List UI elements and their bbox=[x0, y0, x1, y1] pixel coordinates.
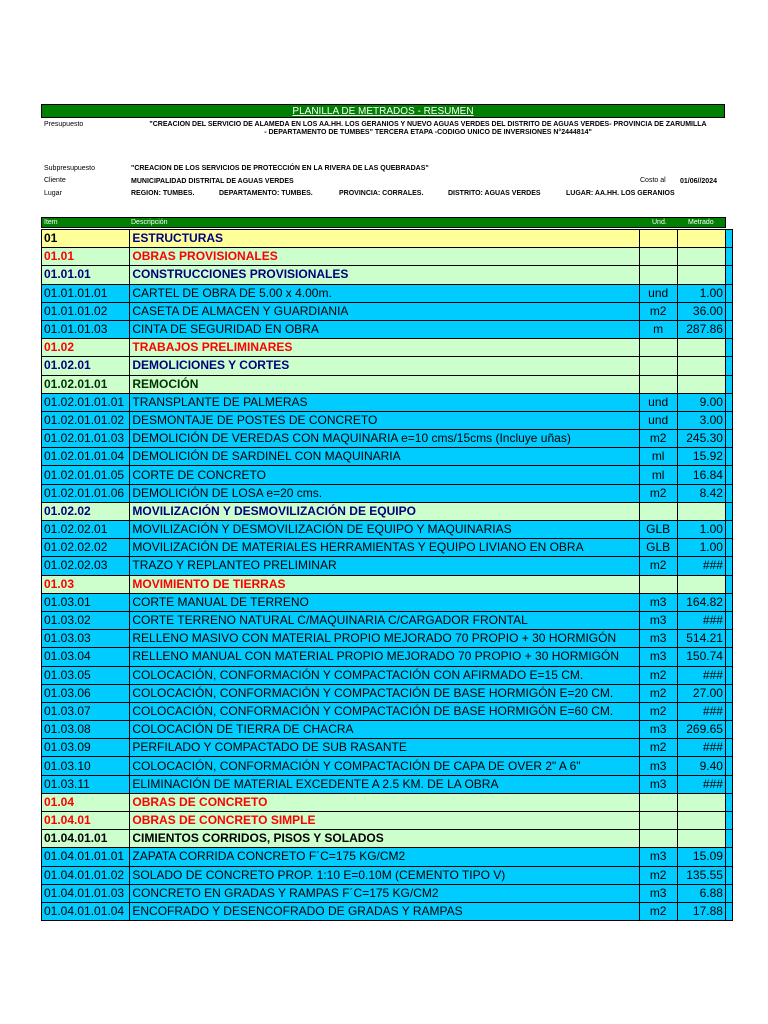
table-row bbox=[42, 375, 733, 393]
overflow-cell bbox=[725, 302, 732, 320]
item-code-cell: 01.04.01.01.03 bbox=[42, 884, 130, 902]
metrado-cell: 150.74 bbox=[677, 648, 725, 666]
presupuesto-line-1: "CREACION DEL SERVICIO DE ALAMEDA EN LOS AA.HH. LOS GERANIOS Y NUEVO AGUAS VERDES DEL DISTRITO DE AGUAS VERDES- PROVINCIA DE ZARUMILLA bbox=[149, 121, 707, 128]
overflow-cell bbox=[725, 575, 732, 593]
item-code-cell: 01.04.01.01.02 bbox=[42, 866, 130, 884]
item-code-cell: 01.03.01 bbox=[42, 593, 130, 611]
table-row bbox=[42, 448, 733, 466]
item-code-cell: 01.03.07 bbox=[42, 702, 130, 720]
table-row bbox=[42, 630, 733, 648]
metrado-cell: ### bbox=[677, 666, 725, 684]
unit-cell: m3 bbox=[639, 630, 677, 648]
table-row bbox=[42, 866, 733, 884]
table-row bbox=[42, 812, 733, 830]
table-row bbox=[42, 739, 733, 757]
unit-cell: GLB bbox=[639, 521, 677, 539]
metrado-cell: 6.88 bbox=[677, 884, 725, 902]
overflow-cell bbox=[725, 812, 732, 830]
item-code-cell: 01.02.02.03 bbox=[42, 557, 130, 575]
unit-cell bbox=[639, 793, 677, 811]
unit-cell: m3 bbox=[639, 611, 677, 629]
unit-cell: und bbox=[639, 284, 677, 302]
overflow-cell bbox=[725, 684, 732, 702]
metrado-cell: ### bbox=[677, 702, 725, 720]
table-row bbox=[42, 721, 733, 739]
description-cell: CORTE MANUAL DE TERRENO bbox=[130, 593, 639, 611]
item-code-cell: 01.02.01.01.04 bbox=[42, 448, 130, 466]
overflow-cell bbox=[725, 484, 732, 502]
description-cell: MOVILIZACIÓN Y DESMOVILIZACIÓN DE EQUIPO bbox=[130, 502, 639, 520]
item-code-cell: 01.02.02 bbox=[42, 502, 130, 520]
description-cell: OBRAS DE CONCRETO SIMPLE bbox=[130, 812, 639, 830]
metrado-cell bbox=[677, 230, 725, 248]
unit-cell: GLB bbox=[639, 539, 677, 557]
metrado-cell: 287.86 bbox=[677, 320, 725, 338]
unit-cell bbox=[639, 575, 677, 593]
metrado-cell: ### bbox=[677, 739, 725, 757]
item-code-cell: 01 bbox=[42, 230, 130, 248]
metrado-cell: 9.00 bbox=[677, 393, 725, 411]
description-cell: MOVILIZACIÓN DE MATERIALES HERRAMIENTAS Y EQUIPO LIVIANO EN OBRA bbox=[130, 539, 639, 557]
overflow-cell bbox=[725, 339, 732, 357]
metrado-cell: 36.00 bbox=[677, 302, 725, 320]
overflow-cell bbox=[725, 721, 732, 739]
unit-cell: m2 bbox=[639, 866, 677, 884]
metrado-cell bbox=[677, 248, 725, 266]
description-cell: REMOCIÓN bbox=[130, 375, 639, 393]
subpresupuesto-value: "CREACION DE LOS SERVICIOS DE PROTECCIÓN EN LA RIVERA DE LAS QUEBRADAS" bbox=[131, 165, 429, 172]
overflow-cell bbox=[725, 866, 732, 884]
overflow-cell bbox=[725, 757, 732, 775]
metrado-cell: 135.55 bbox=[677, 866, 725, 884]
unit-cell bbox=[639, 230, 677, 248]
description-cell: DESMONTAJE DE POSTES DE CONCRETO bbox=[130, 411, 639, 429]
metrado-cell bbox=[677, 375, 725, 393]
overflow-cell bbox=[725, 702, 732, 720]
table-row bbox=[42, 411, 733, 429]
overflow-cell bbox=[725, 775, 732, 793]
overflow-cell bbox=[725, 411, 732, 429]
item-code-cell: 01.02.01.01.01 bbox=[42, 393, 130, 411]
unit-cell bbox=[639, 248, 677, 266]
item-code-cell: 01.03.06 bbox=[42, 684, 130, 702]
unit-cell: m3 bbox=[639, 757, 677, 775]
description-cell: MOVIMIENTO DE TIERRAS bbox=[130, 575, 639, 593]
metrado-cell: ### bbox=[677, 557, 725, 575]
metrado-cell: 15.09 bbox=[677, 848, 725, 866]
description-cell: CASETA DE ALMACEN Y GUARDIANIA bbox=[130, 302, 639, 320]
item-code-cell: 01.02.01.01 bbox=[42, 375, 130, 393]
description-cell: COLOCACIÓN DE TIERRA DE CHACRA bbox=[130, 721, 639, 739]
metrado-cell: 269.65 bbox=[677, 721, 725, 739]
item-code-cell: 01.03.11 bbox=[42, 775, 130, 793]
cliente-value: MUNICIPALIDAD DISTRITAL DE AGUAS VERDES bbox=[131, 178, 294, 185]
unit-cell: und bbox=[639, 393, 677, 411]
overflow-cell bbox=[725, 648, 732, 666]
overflow-cell bbox=[725, 357, 732, 375]
description-cell: DEMOLICIÓN DE LOSA e=20 cms. bbox=[130, 484, 639, 502]
item-code-cell: 01.01.01.01 bbox=[42, 284, 130, 302]
presupuesto-line-2: - DEPARTAMENTO DE TUMBES" TERCERA ETAPA -CODIGO UNICO DE INVERSIONES N°2444814" bbox=[264, 129, 592, 136]
description-cell: TRAZO Y REPLANTEO PRELIMINAR bbox=[130, 557, 639, 575]
description-cell: OBRAS PROVISIONALES bbox=[130, 248, 639, 266]
table-row bbox=[42, 266, 733, 284]
unit-cell: m2 bbox=[639, 666, 677, 684]
table-row bbox=[42, 684, 733, 702]
unit-cell: m2 bbox=[639, 739, 677, 757]
description-cell: CARTEL DE OBRA DE 5.00 x 4.00m. bbox=[130, 284, 639, 302]
metrado-cell bbox=[677, 339, 725, 357]
description-cell: CORTE DE CONCRETO bbox=[130, 466, 639, 484]
metrado-cell bbox=[677, 502, 725, 520]
table-row bbox=[42, 302, 733, 320]
metrado-cell: 16.84 bbox=[677, 466, 725, 484]
unit-cell bbox=[639, 357, 677, 375]
table-row bbox=[42, 593, 733, 611]
overflow-cell bbox=[725, 375, 732, 393]
unit-cell: m3 bbox=[639, 648, 677, 666]
metrado-cell: 15.92 bbox=[677, 448, 725, 466]
table-header bbox=[41, 217, 726, 228]
departamento-value: DEPARTAMENTO: TUMBES. bbox=[219, 190, 313, 197]
item-code-cell: 01.03.09 bbox=[42, 739, 130, 757]
cliente-label: Cliente bbox=[44, 177, 66, 184]
item-code-cell: 01.04.01.01.04 bbox=[42, 902, 130, 920]
table-row bbox=[42, 775, 733, 793]
metrado-cell: 27.00 bbox=[677, 684, 725, 702]
description-cell: SOLADO DE CONCRETO PROP. 1:10 E=0.10M (CEMENTO TIPO V) bbox=[130, 866, 639, 884]
unit-cell: m3 bbox=[639, 593, 677, 611]
subpresupuesto-label: Subpresupuesto bbox=[44, 165, 95, 172]
overflow-cell bbox=[725, 502, 732, 520]
overflow-cell bbox=[725, 557, 732, 575]
table-row bbox=[42, 357, 733, 375]
description-cell: COLOCACIÓN, CONFORMACIÓN Y COMPACTACIÓN DE BASE HORMIGÓN E=60 CM. bbox=[130, 702, 639, 720]
description-cell: COLOCACIÓN, CONFORMACIÓN Y COMPACTACIÓN DE BASE HORMIGÓN E=20 CM. bbox=[130, 684, 639, 702]
overflow-cell bbox=[725, 466, 732, 484]
description-cell: TRABAJOS PRELIMINARES bbox=[130, 339, 639, 357]
costo-label: Costo al bbox=[640, 177, 666, 184]
item-code-cell: 01.03.02 bbox=[42, 611, 130, 629]
metrado-cell bbox=[677, 266, 725, 284]
unit-cell bbox=[639, 339, 677, 357]
description-cell: RELLENO MANUAL CON MATERIAL PROPIO MEJORADO 70 PROPIO + 30 HORMIGÓN bbox=[130, 648, 639, 666]
overflow-cell bbox=[725, 521, 732, 539]
lugar-value: LUGAR: AA.HH. LOS GERANIOS bbox=[566, 190, 675, 197]
table-row bbox=[42, 611, 733, 629]
metrado-cell: 8.42 bbox=[677, 484, 725, 502]
metrado-cell: 17.88 bbox=[677, 902, 725, 920]
item-code-cell: 01.04 bbox=[42, 793, 130, 811]
description-cell: CORTE TERRENO NATURAL C/MAQUINARIA C/CARGADOR FRONTAL bbox=[130, 611, 639, 629]
description-cell: CIMIENTOS CORRIDOS, PISOS Y SOLADOS bbox=[130, 830, 639, 848]
overflow-cell bbox=[725, 266, 732, 284]
unit-cell: m2 bbox=[639, 702, 677, 720]
unit-cell: m2 bbox=[639, 430, 677, 448]
overflow-cell bbox=[725, 793, 732, 811]
item-code-cell: 01.03.03 bbox=[42, 630, 130, 648]
table-row bbox=[42, 539, 733, 557]
overflow-cell bbox=[725, 902, 732, 920]
overflow-cell bbox=[725, 848, 732, 866]
item-code-cell: 01.01.01 bbox=[42, 266, 130, 284]
metrado-cell bbox=[677, 830, 725, 848]
item-code-cell: 01.02.01.01.05 bbox=[42, 466, 130, 484]
column-header-und: Und. bbox=[652, 219, 667, 226]
metrado-cell bbox=[677, 357, 725, 375]
unit-cell: m2 bbox=[639, 902, 677, 920]
item-code-cell: 01.01.01.03 bbox=[42, 320, 130, 338]
description-cell: CONCRETO EN GRADAS Y RAMPAS F´C=175 KG/CM2 bbox=[130, 884, 639, 902]
table-row bbox=[42, 320, 733, 338]
item-code-cell: 01.02.01.01.02 bbox=[42, 411, 130, 429]
description-cell: ENCOFRADO Y DESENCOFRADO DE GRADAS Y RAMPAS bbox=[130, 902, 639, 920]
item-code-cell: 01.02.02.02 bbox=[42, 539, 130, 557]
item-code-cell: 01.03.04 bbox=[42, 648, 130, 666]
table-row bbox=[42, 430, 733, 448]
presupuesto-label: Presupuesto bbox=[44, 121, 84, 128]
overflow-cell bbox=[725, 230, 732, 248]
metrado-cell: ### bbox=[677, 611, 725, 629]
metrado-cell: 245.30 bbox=[677, 430, 725, 448]
unit-cell: m bbox=[639, 320, 677, 338]
column-header-item: Item bbox=[44, 219, 58, 226]
unit-cell: m2 bbox=[639, 684, 677, 702]
description-cell: COLOCACIÓN, CONFORMACIÓN Y COMPACTACIÓN CON AFIRMADO E=15 CM. bbox=[130, 666, 639, 684]
item-code-cell: 01.03.10 bbox=[42, 757, 130, 775]
overflow-cell bbox=[725, 611, 732, 629]
item-code-cell: 01.01 bbox=[42, 248, 130, 266]
unit-cell bbox=[639, 375, 677, 393]
metrado-cell: 1.00 bbox=[677, 539, 725, 557]
unit-cell: und bbox=[639, 411, 677, 429]
overflow-cell bbox=[725, 320, 732, 338]
table-row bbox=[42, 466, 733, 484]
table-row bbox=[42, 248, 733, 266]
item-code-cell: 01.04.01.01 bbox=[42, 830, 130, 848]
overflow-cell bbox=[725, 430, 732, 448]
metrado-cell bbox=[677, 812, 725, 830]
table-row bbox=[42, 848, 733, 866]
table-row bbox=[42, 666, 733, 684]
unit-cell: ml bbox=[639, 448, 677, 466]
item-code-cell: 01.04.01 bbox=[42, 812, 130, 830]
description-cell: DEMOLICIÓN DE VEREDAS CON MAQUINARIA e=10 cms/15cms (Incluye uñas) bbox=[130, 430, 639, 448]
overflow-cell bbox=[725, 448, 732, 466]
lugar-label: Lugar bbox=[44, 190, 62, 197]
table-row bbox=[42, 757, 733, 775]
item-code-cell: 01.03 bbox=[42, 575, 130, 593]
overflow-cell bbox=[725, 830, 732, 848]
metrado-cell: 3.00 bbox=[677, 411, 725, 429]
item-code-cell: 01.02.01.01.06 bbox=[42, 484, 130, 502]
region-value: REGION: TUMBES. bbox=[131, 190, 195, 197]
unit-cell: m2 bbox=[639, 557, 677, 575]
costo-value: 01/06//2024 bbox=[680, 178, 717, 185]
description-cell: TRANSPLANTE DE PALMERAS bbox=[130, 393, 639, 411]
overflow-cell bbox=[725, 248, 732, 266]
metrado-cell: 514.21 bbox=[677, 630, 725, 648]
table-row bbox=[42, 484, 733, 502]
table-row bbox=[42, 793, 733, 811]
table-row bbox=[42, 393, 733, 411]
table-row bbox=[42, 339, 733, 357]
table-row bbox=[42, 230, 733, 248]
table-row bbox=[42, 575, 733, 593]
item-code-cell: 01.02.02.01 bbox=[42, 521, 130, 539]
description-cell: MOVILIZACIÓN Y DESMOVILIZACIÓN DE EQUIPO Y MAQUINARIAS bbox=[130, 521, 639, 539]
overflow-cell bbox=[725, 666, 732, 684]
item-code-cell: 01.02.01 bbox=[42, 357, 130, 375]
metrado-cell: 1.00 bbox=[677, 521, 725, 539]
table-row bbox=[42, 648, 733, 666]
overflow-cell bbox=[725, 393, 732, 411]
item-code-cell: 01.03.08 bbox=[42, 721, 130, 739]
overflow-cell bbox=[725, 593, 732, 611]
table-row bbox=[42, 830, 733, 848]
description-cell: ELIMINACIÓN DE MATERIAL EXCEDENTE A 2.5 KM. DE LA OBRA bbox=[130, 775, 639, 793]
metrado-cell: 164.82 bbox=[677, 593, 725, 611]
unit-cell bbox=[639, 812, 677, 830]
unit-cell: m3 bbox=[639, 884, 677, 902]
overflow-cell bbox=[725, 884, 732, 902]
metrados-table bbox=[41, 229, 733, 921]
distrito-value: DISTRITO: AGUAS VERDES bbox=[448, 190, 541, 197]
description-cell: DEMOLICIONES Y CORTES bbox=[130, 357, 639, 375]
unit-cell: m3 bbox=[639, 848, 677, 866]
overflow-cell bbox=[725, 630, 732, 648]
description-cell: RELLENO MASIVO CON MATERIAL PROPIO MEJORADO 70 PROPIO + 30 HORMIGÓN bbox=[130, 630, 639, 648]
overflow-cell bbox=[725, 284, 732, 302]
provincia-value: PROVINCIA: CORRALES. bbox=[339, 190, 424, 197]
unit-cell: m3 bbox=[639, 775, 677, 793]
column-header-descripcion: Descripción bbox=[131, 219, 168, 226]
unit-cell: m3 bbox=[639, 721, 677, 739]
description-cell: OBRAS DE CONCRETO bbox=[130, 793, 639, 811]
description-cell: ZAPATA CORRIDA CONCRETO F´C=175 KG/CM2 bbox=[130, 848, 639, 866]
table-row bbox=[42, 502, 733, 520]
metrado-cell bbox=[677, 793, 725, 811]
item-code-cell: 01.01.01.02 bbox=[42, 302, 130, 320]
unit-cell bbox=[639, 830, 677, 848]
unit-cell: ml bbox=[639, 466, 677, 484]
description-cell: CONSTRUCCIONES PROVISIONALES bbox=[130, 266, 639, 284]
column-header-metrado: Metrado bbox=[688, 219, 714, 226]
metrado-cell: ### bbox=[677, 775, 725, 793]
table-row bbox=[42, 557, 733, 575]
table-row bbox=[42, 521, 733, 539]
description-cell: COLOCACIÓN, CONFORMACIÓN Y COMPACTACIÓN DE CAPA DE OVER 2" A 6" bbox=[130, 757, 639, 775]
page-title: PLANILLA DE METRADOS - RESUMEN bbox=[41, 104, 725, 118]
metrado-cell bbox=[677, 575, 725, 593]
table-row bbox=[42, 884, 733, 902]
metrado-cell: 9.40 bbox=[677, 757, 725, 775]
metrado-cell: 1.00 bbox=[677, 284, 725, 302]
description-cell: PERFILADO Y COMPACTADO DE SUB RASANTE bbox=[130, 739, 639, 757]
unit-cell: m2 bbox=[639, 302, 677, 320]
description-cell: CINTA DE SEGURIDAD EN OBRA bbox=[130, 320, 639, 338]
item-code-cell: 01.02.01.01.03 bbox=[42, 430, 130, 448]
table-row bbox=[42, 902, 733, 920]
description-cell: DEMOLICIÓN DE SARDINEL CON MAQUINARIA bbox=[130, 448, 639, 466]
unit-cell bbox=[639, 266, 677, 284]
unit-cell bbox=[639, 502, 677, 520]
item-code-cell: 01.02 bbox=[42, 339, 130, 357]
item-code-cell: 01.03.05 bbox=[42, 666, 130, 684]
table-row bbox=[42, 702, 733, 720]
table-row bbox=[42, 284, 733, 302]
overflow-cell bbox=[725, 539, 732, 557]
description-cell: ESTRUCTURAS bbox=[130, 230, 639, 248]
item-code-cell: 01.04.01.01.01 bbox=[42, 848, 130, 866]
unit-cell: m2 bbox=[639, 484, 677, 502]
overflow-cell bbox=[725, 739, 732, 757]
